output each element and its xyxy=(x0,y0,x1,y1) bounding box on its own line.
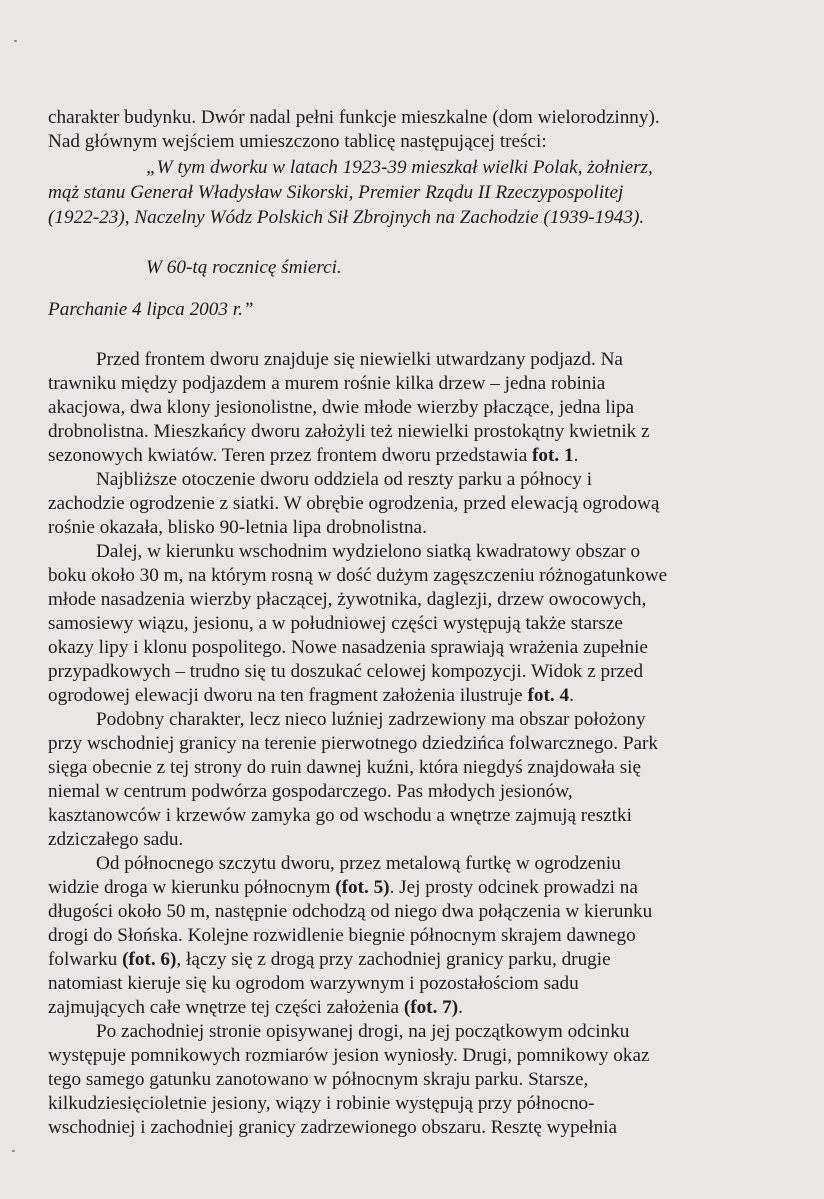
line-text: zajmujących całe wnętrze tej części założenia xyxy=(48,997,404,1018)
scan-speck xyxy=(14,40,17,42)
paragraph-line: Najbliższe otoczenie dworu oddziela od reszty parku a północy i xyxy=(96,469,593,490)
paragraph-line: niemal w centrum podwórza gospodarczego. Pas młodych jesionów, xyxy=(48,781,573,802)
plaque-place-date: Parchanie 4 lipca 2003 r.” xyxy=(48,299,254,320)
paragraph-line: zachodzie ogrodzenie z siatki. W obrębie ogrodzenia, przed elewacją ogrodową xyxy=(48,493,660,514)
paragraph-line: przypadkowych – trudno się tu doszukać celowej kompozycji. Widok z przed xyxy=(48,661,644,682)
plaque-line: „W tym dworku w latach 1923-39 mieszkał wielki Polak, żołnierz, xyxy=(146,157,653,178)
paragraph-line: Od północnego szczytu dworu, przez metalową furtkę w ogrodzeniu xyxy=(96,853,621,874)
paragraph-line: zdziczałego sadu. xyxy=(48,829,184,850)
paragraph-line: młode nasadzenia wierzby płaczącej, żywotnika, daglezji, drzew owocowych, xyxy=(48,589,647,610)
paragraph-line: akacjowa, dwa klony jesionolistne, dwie młode wierzby płaczące, jedna lipa xyxy=(48,397,635,418)
paragraph-line: Dalej, w kierunku wschodnim wydzielono siatką kwadratowy obszar o xyxy=(96,541,641,562)
paragraph-line: natomiast kieruje się ku ogrodom warzywnym i pozostałościom sadu xyxy=(48,973,579,994)
paragraph-line: Podobny charakter, lecz nieco luźniej zadrzewiony ma obszar położony xyxy=(96,709,646,730)
photo-reference: (fot. 6) xyxy=(122,949,177,970)
line-text: folwarku xyxy=(48,949,123,970)
paragraph-line: Przed frontem dworu znajduje się niewielki utwardzany podjazd. Na xyxy=(96,349,623,370)
paragraph-line: sięga obecnie z tej strony do ruin dawnej kuźni, która niegdyś znajdowała się xyxy=(48,757,642,778)
line-text: sezonowych kwiatów. Teren przez frontem dworu przedstawia xyxy=(48,445,533,466)
photo-reference: (fot. 5) xyxy=(335,877,390,898)
line-text: . xyxy=(573,445,579,466)
photo-reference: fot. 4 xyxy=(527,685,570,706)
intro-line: Nad głównym wejściem umieszczono tablicę następującej treści: xyxy=(48,131,547,152)
line-text: . xyxy=(569,685,574,706)
paragraph-line xyxy=(48,684,574,708)
scan-speck xyxy=(12,1150,15,1152)
paragraph-line: trawniku między podjazdem a murem rośnie kilka drzew – jedna robinia xyxy=(48,373,606,394)
line-text: . Jej prosty odcinek prowadzi na xyxy=(389,877,638,898)
line-text: ogrodowej elewacji dworu na ten fragment założenia ilustruje xyxy=(48,685,528,706)
paragraph-line xyxy=(48,444,578,468)
photo-reference: fot. 1 xyxy=(532,445,574,466)
plaque-line: mąż stanu Generał Władysław Sikorski, Premier Rządu II Rzeczypospolitej xyxy=(48,182,624,203)
paragraph-line: długości około 50 m, następnie odchodzą od niego dwa połączenia w kierunku xyxy=(48,901,653,922)
plaque-anniversary: W 60-tą rocznicę śmierci. xyxy=(146,257,342,278)
paragraph-line xyxy=(48,996,463,1020)
paragraph-line: boku około 30 m, na którym rosną w dość dużym zagęszczeniu różnogatunkowe xyxy=(48,565,668,586)
paragraph-line: kasztanowców i krzewów zamyka go od wschodu a wnętrze zajmują resztki xyxy=(48,805,632,826)
paragraph-line: kilkudziesięcioletnie jesiony, wiązy i robinie występują przy północno- xyxy=(48,1093,595,1114)
paragraph-line: samosiewy wiązu, jesionu, a w południowej części występują także starsze xyxy=(48,613,623,634)
line-text: widzie droga w kierunku północnym xyxy=(48,877,336,898)
paragraph-line xyxy=(48,876,638,900)
paragraph-line: rośnie okazała, blisko 90-letnia lipa drobnolistna. xyxy=(48,517,427,538)
paragraph-line: drogi do Słońska. Kolejne rozwidlenie biegnie północnym skrajem dawnego xyxy=(48,925,636,946)
paragraph-line: Po zachodniej stronie opisywanej drogi, na jej początkowym odcinku xyxy=(96,1021,630,1042)
paragraph-line: występuje pomnikowych rozmiarów jesion wyniosły. Drugi, pomnikowy okaz xyxy=(48,1045,650,1066)
line-text: . xyxy=(458,997,463,1018)
plaque-line: (1922-23), Naczelny Wódz Polskich Sił Zbrojnych na Zachodzie (1939-1943). xyxy=(48,207,645,228)
paragraph-line: tego samego gatunku zanotowano w północnym skraju parku. Starsze, xyxy=(48,1069,589,1090)
line-text: , łączy się z drogą przy zachodniej granicy parku, drugie xyxy=(176,949,611,970)
paragraph-line: okazy lipy i klonu pospolitego. Nowe nasadzenia sprawiają wrażenia zupełnie xyxy=(48,637,648,658)
intro-line: charakter budynku. Dwór nadal pełni funkcje mieszkalne (dom wielorodzinny). xyxy=(48,107,660,128)
paragraph-line: przy wschodniej granicy na terenie pierwotnego dziedzińca folwarcznego. Park xyxy=(48,733,659,754)
paragraph-line xyxy=(48,948,611,972)
paragraph-line: drobnolistna. Mieszkańcy dworu założyli też niewielki prostokątny kwietnik z xyxy=(48,421,650,442)
paragraph-line: wschodniej i zachodniej granicy zadrzewionego obszaru. Resztę wypełnia xyxy=(48,1117,618,1138)
photo-reference: (fot. 7) xyxy=(403,997,459,1018)
